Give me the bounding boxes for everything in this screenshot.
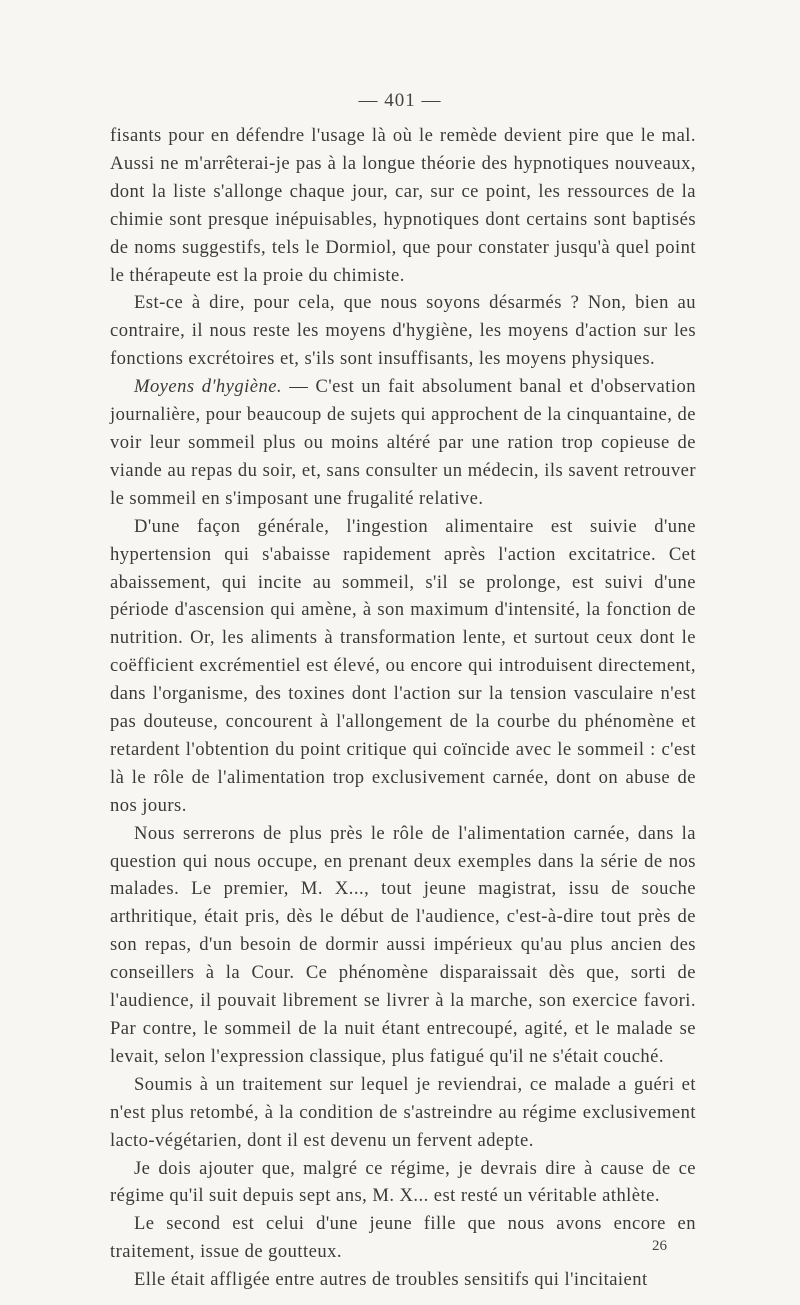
paragraph: Est-ce à dire, pour cela, que nous soyons désarmés ? Non, bien au contraire, il nous reste les moyens d'hygiène, les moyens d'action sur les fonctions excrétoires et, s'ils sont insuffisants, les moyens physiques. (110, 292, 696, 370)
signature-mark: 26 (652, 1238, 667, 1254)
paragraph-text: — C'est un fait absolument banal et d'observation journalière, pour beaucoup de sujets qui approchent de la cinquantaine, de voir leur sommeil plus ou moins altéré par une ration trop copieuse de viande au repas du soir, et, sans consulter un médecin, ils savent retrouver le sommeil en s'imposant une frugalité relative. (110, 376, 696, 509)
page-number: — 401 — (358, 90, 442, 111)
paragraph: D'une façon générale, l'ingestion alimentaire est suivie d'une hypertension qui s'abaisse rapidement après l'action excitatrice. Cet abaissement, qui incite au sommeil, s'il se prolonge, est suivi d'une période d'ascension qui amène, à son maximum d'intensité, la fonction de nutrition. Or, les aliments à transformation lente, et surtout ceux dont le coëfficient excrémentiel est élevé, ou encore qui introduisent directement, dans l'organisme, des toxines dont l'action sur la tension vasculaire n'est pas douteuse, concourent à l'allongement de la courbe du phénomène et retardent l'obtention du point critique qui coïncide avec le sommeil : c'est là le rôle de l'alimentation trop exclusivement carnée, dont on abuse de nos jours. (110, 515, 696, 816)
paragraph: Soumis à un traitement sur lequel je reviendrai, ce malade a guéri et n'est plus retombé, à la condition de s'astreindre au régime exclusivement lacto-végétarien, dont il est devenu un fervent adepte. (110, 1073, 696, 1151)
paragraph: Le second est celui d'une jeune fille que nous avons encore en traitement, issue de goutteux. (110, 1213, 696, 1263)
paragraph: Nous serrerons de plus près le rôle de l'alimentation carnée, dans la question qui nous occupe, en prenant deux exemples dans la série de nos malades. Le premier, M. X..., tout jeune magistrat, issu de souche arthritique, était pris, dès le début de l'audience, c'est-à-dire tout près de son repas, d'un besoin de dormir aussi impérieux qu'au plus ancien des conseillers à la Cour. Ce phénomène disparaissait dès que, sorti de l'audience, il pouvait librement se livrer à la marche, son exercice favori. Par contre, le sommeil de la nuit étant entrecoupé, agité, et le malade se levait, selon l'expression classique, plus fatigué qu'il ne s'était couché. (110, 822, 696, 1067)
paragraph: fisants pour en défendre l'usage là où le remède devient pire que le mal. Aussi ne m'arrêterai-je pas à la longue théorie des hypnotiques nouveaux, dont la liste s'allonge chaque jour, car, sur ce point, les ressources de la chimie sont presque inépuisables, hypnotiques dont certains sont baptisés de noms suggestifs, tels le Dormiol, que pour constater jusqu'à quel point le thérapeute est la proie du chimiste. (110, 125, 696, 286)
body-text (110, 122, 696, 1294)
paragraph: Je dois ajouter que, malgré ce régime, je devrais dire à cause de ce régime qu'il suit depuis sept ans, M. X... est resté un véritable athlète. (110, 1157, 696, 1207)
paragraph: Elle était affligée entre autres de troubles sensitifs qui l'incitaient (134, 1269, 648, 1291)
paragraph (110, 373, 696, 513)
section-heading: Moyens d'hygiène. (134, 376, 282, 398)
